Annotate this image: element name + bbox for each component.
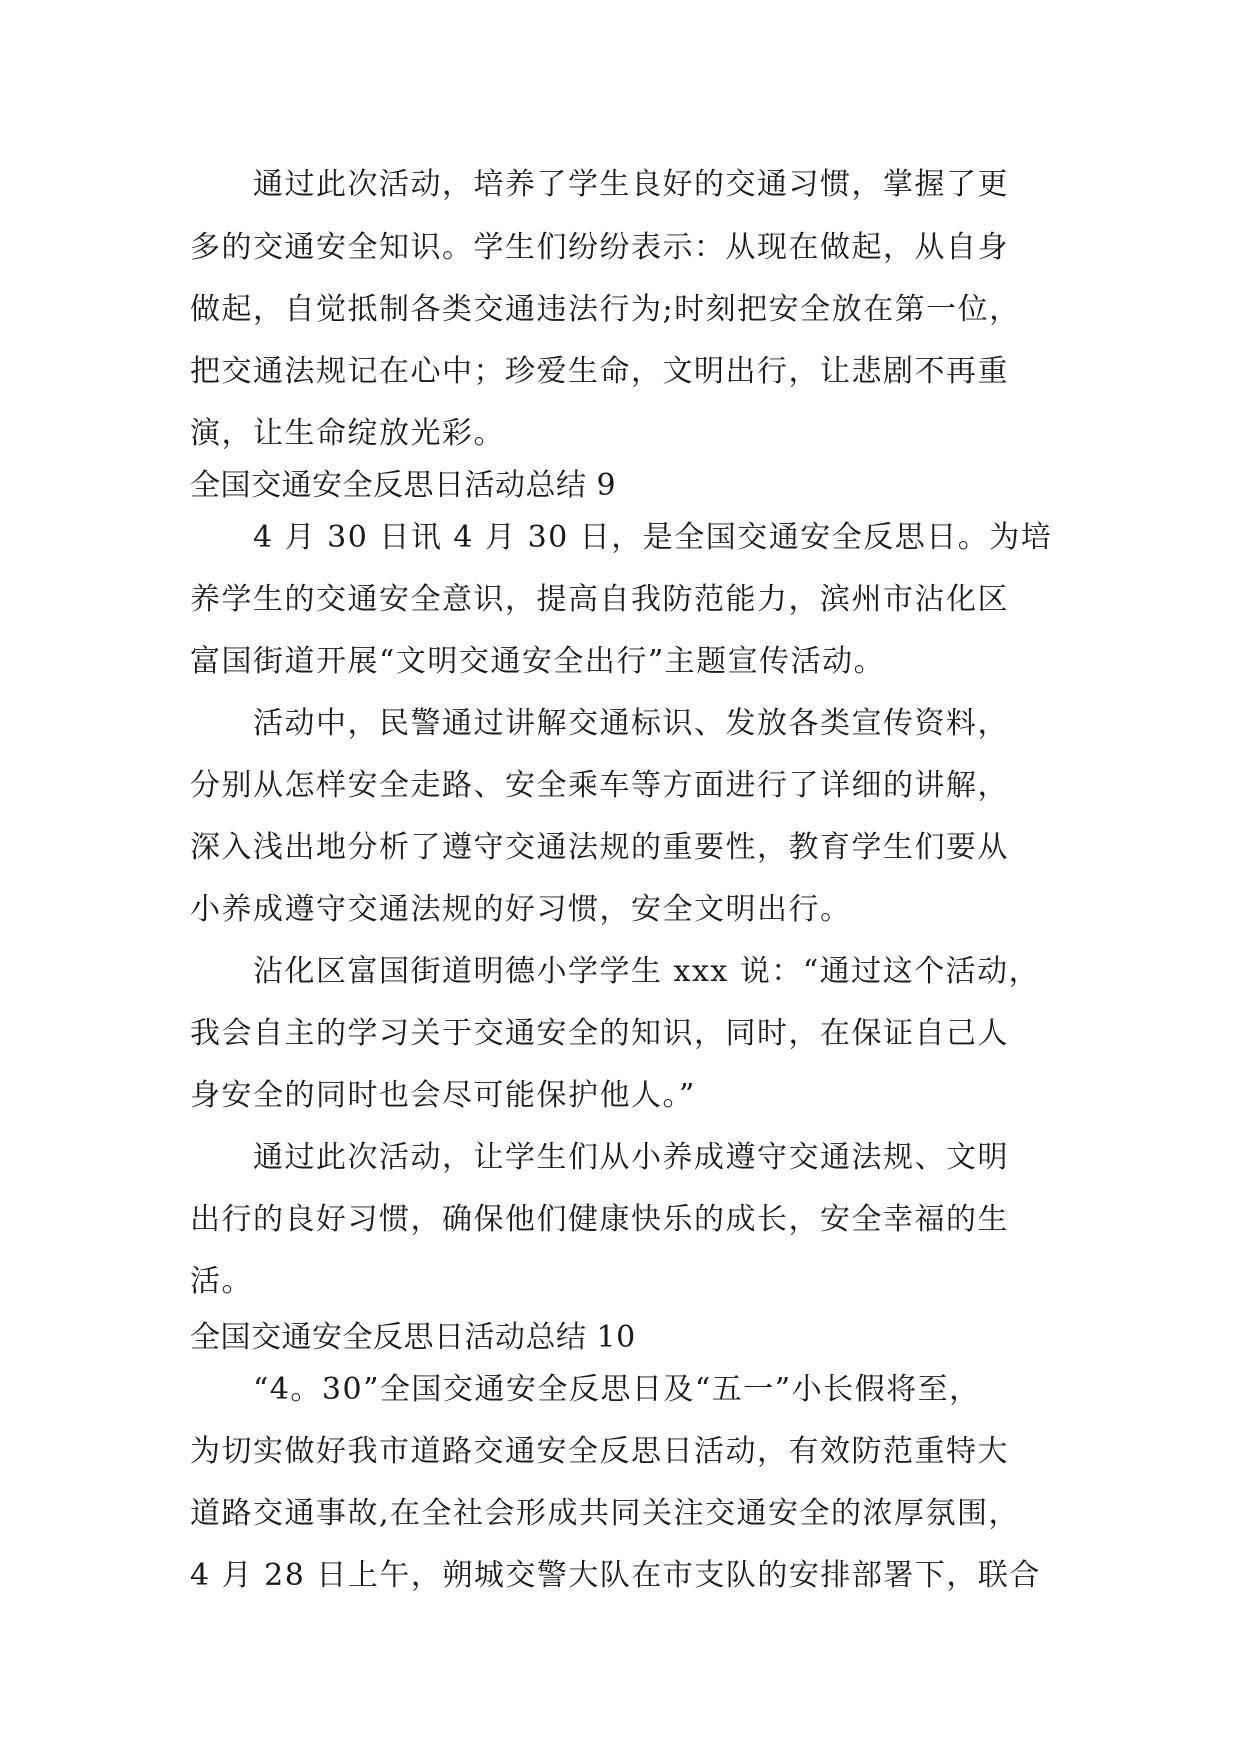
body-text-line: 4 月 30 日讯 4 月 30 日，是全国交通安全反思日。为培 — [253, 520, 1053, 555]
body-text-line: 我会自主的学习关于交通安全的知识，同时，在保证自己人 — [190, 1016, 1009, 1051]
section-heading: 全国交通安全反思日活动总结 10 — [190, 1320, 636, 1355]
body-text-line: 身安全的同时也会尽可能保护他人。” — [190, 1078, 696, 1113]
body-text-line: 养学生的交通安全意识，提高自我防范能力，滨州市沾化区 — [190, 582, 1009, 617]
body-text-line: 深入浅出地分析了遵守交通法规的重要性，教育学生们要从 — [190, 830, 1009, 865]
body-text-line: 把交通法规记在心中；珍爱生命，文明出行，让悲剧不再重 — [190, 354, 1009, 389]
body-text-line: 分别从怎样安全走路、安全乘车等方面进行了详细的讲解， — [190, 768, 1009, 803]
body-text-line: 活。 — [190, 1264, 253, 1299]
body-text-line: 演，让生命绽放光彩。 — [190, 416, 505, 451]
body-text-line: 出行的良好习惯，确保他们健康快乐的成长，安全幸福的生 — [190, 1202, 1009, 1237]
section-heading: 全国交通安全反思日活动总结 9 — [190, 468, 617, 503]
body-text-line: 通过此次活动，培养了学生良好的交通习惯，掌握了更 — [253, 167, 1009, 202]
body-text-line: 沾化区富国街道明德小学学生 xxx 说：“通过这个活动， — [253, 954, 1041, 989]
body-text-line: 做起，自觉抵制各类交通违法行为;时刻把安全放在第一位， — [190, 292, 1021, 327]
body-text-line: “4。30”全国交通安全反思日及“五一”小长假将至， — [253, 1372, 981, 1407]
body-text-line: 多的交通安全知识。学生们纷纷表示：从现在做起，从自身 — [190, 230, 1009, 265]
body-text-line: 小养成遵守交通法规的好习惯，安全文明出行。 — [190, 892, 852, 927]
body-text-line: 为切实做好我市道路交通安全反思日活动，有效防范重特大 — [190, 1434, 1009, 1469]
body-text-line: 4 月 28 日上午，朔城交警大队在市支队的安排部署下，联合 — [190, 1558, 1041, 1593]
body-text-line: 活动中，民警通过讲解交通标识、发放各类宣传资料， — [253, 706, 1009, 741]
body-text-line: 富国街道开展“文明交通安全出行”主题宣传活动。 — [190, 644, 886, 679]
body-text-line: 道路交通事故,在全社会形成共同关注交通安全的浓厚氛围， — [190, 1496, 1021, 1531]
body-text-line: 通过此次活动，让学生们从小养成遵守交通法规、文明 — [253, 1140, 1009, 1175]
